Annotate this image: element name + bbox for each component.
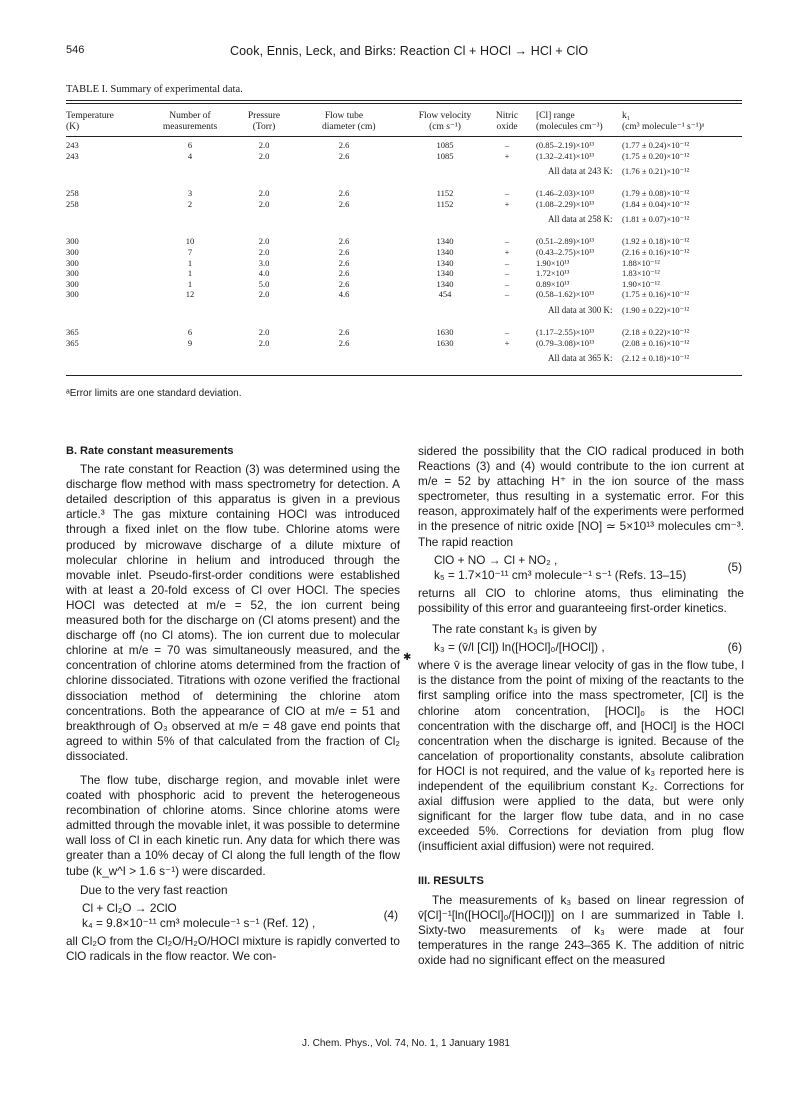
table-cell: 2.0 (258, 140, 270, 150)
equation-line: k₅ = 1.7×10⁻¹¹ cm³ molecule⁻¹ s⁻¹ (Refs. 13–15) (434, 567, 687, 582)
table-cell: 2.0 (258, 289, 270, 300)
table-cell: (0.79–3.08)×10¹³ (536, 337, 595, 348)
paragraph: The rate constant for Reaction (3) was determined using the discharge flow method with mass spectrometry for detection. A detailed description of this apparatus is given in a previous article.³ The gas mixture containing HOCl was introduced through a fixed inlet on the flow tube. Chlorine atoms were produced by microwave discharge of a dilute mixture of molecular chlorine in helium and introduced through the movable inlet. Pseudo-first-order conditions were established with at least a 20-fold excess of Cl over HOCl. The species HOCl was detected at m/e = 52, the ion current being measured both for the discharge on (Cl atoms present) and the discharge off (no Cl atoms). The ion current due to molecular chlorine at m/e = 70 was simultaneously measured, and the concentration of chlorine atoms determined from the fraction of chlorine dissociated. Titrations with ozone verified the fractional dissociation method of determining the chlorine atom concentrations. Both the appearance of ClO at m/e = 51 and breakthrough of O₃ observed at m/e = 48 gave end points that agreed to within 5% of that calculated from the fraction of Cl₂ dissociated. (66, 462, 400, 763)
summary-label: All data at 300 K: (548, 305, 613, 315)
column-header: Flow tube diameter (cm) (322, 111, 376, 132)
paragraph: returns all ClO to chlorine atoms, thus eliminating the possibility of this error and guaranteeing first-order kinetics. (418, 585, 744, 615)
summary-value: (1.90 ± 0.22)×10⁻¹² (622, 305, 690, 315)
column-header: [Cl] range (molecules cm⁻³) (536, 111, 603, 132)
paragraph: all Cl₂O from the Cl₂O/H₂O/HOCl mixture is rapidly converted to ClO radicals in the flow reactor. We con- (66, 933, 400, 963)
equation-6 (418, 640, 744, 655)
table-cell: (1.77 ± 0.24)×10⁻¹² (622, 140, 690, 150)
table-cell: (0.58–1.62)×10¹³ (536, 289, 595, 300)
equation-5 (418, 553, 744, 583)
equation-4 (66, 901, 400, 931)
table-rule-header (66, 136, 742, 137)
table-cell: 2.0 (258, 198, 270, 209)
table-cell: 1085 (436, 150, 454, 161)
table-cell: 2.0 (258, 327, 270, 337)
table-cell: 1.83×10⁻¹² (622, 268, 660, 279)
table-cell: 1.90×10¹³ (536, 257, 570, 268)
table-cell: 1630 (436, 327, 454, 337)
right-column (418, 444, 744, 968)
table-cell: 1.88×10⁻¹² (622, 257, 660, 268)
table-cell: (1.08–2.29)×10¹³ (536, 198, 595, 209)
paragraph: Due to the very fast reaction (80, 882, 228, 897)
table-cell: – (504, 188, 510, 199)
table-cell: + (504, 337, 510, 348)
equation-line: k₄ = 9.8×10⁻¹¹ cm³ molecule⁻¹ s⁻¹ (Ref. 12) , (82, 915, 316, 930)
table-cell: (1.32–2.41)×10¹³ (536, 150, 595, 161)
table-cell: 2.6 (338, 198, 350, 209)
table-cell: 1 (187, 257, 193, 268)
table-cell: + (504, 247, 510, 257)
table-cell: 2.6 (338, 268, 350, 279)
table-cell: 2.0 (258, 188, 270, 199)
table-cell: 1.72×10¹³ (536, 268, 570, 279)
table-cell: + (504, 150, 510, 161)
table-cell: 300 (66, 247, 79, 257)
table-cell: 2.0 (258, 150, 270, 161)
column-header: Number of measurements (162, 111, 218, 132)
table-cell: 300 (66, 268, 79, 279)
table-cell: 2.6 (338, 278, 350, 289)
column-header: Flow velocity (cm s⁻¹) (418, 111, 472, 132)
table-cell: 1340 (436, 257, 454, 268)
table-cell: 6 (187, 327, 193, 337)
table-cell: 2.6 (338, 247, 350, 257)
summary-label: All data at 365 K: (548, 353, 613, 364)
table-cell: 7 (187, 247, 193, 257)
table-cell: 10 (185, 236, 195, 247)
table-cell: – (504, 140, 510, 150)
table-cell: (1.79 ± 0.08)×10⁻¹² (622, 188, 690, 199)
table-footnote: ᵃError limits are one standard deviation. (66, 388, 242, 399)
table-cell: 2.6 (338, 188, 350, 199)
paragraph: sidered the possibility that the ClO radical produced in both Reactions (3) and (4) would contribute to the ion current at m/e = 52 by attaching H⁺ in the ion source of the mass spectrometer, thus resulting in a systematic error. For this reason, approximately half of the experiments were performed in the presence of nitric oxide [NO] ≃ 5×10¹³ molecules cm⁻³. The rapid reaction (418, 444, 744, 549)
table-cell: 6 (187, 140, 193, 150)
footer-citation: J. Chem. Phys., Vol. 74, No. 1, 1 January 1981 (302, 1038, 510, 1049)
table-cell: 2.6 (338, 337, 350, 348)
table-cell: 1152 (436, 198, 454, 209)
table-cell: 300 (66, 236, 79, 247)
table-cell: 2.0 (258, 337, 270, 348)
table-cell: 1 (187, 268, 193, 279)
table-cell: 1340 (436, 268, 454, 279)
table-cell: 258 (66, 188, 79, 199)
table-cell: 2.6 (338, 257, 350, 268)
table-cell: 2.6 (338, 150, 350, 161)
running-head: Cook, Ennis, Leck, and Birks: Reaction Cl + HOCl → HCl + ClO (230, 44, 589, 58)
table-cell: (1.92 ± 0.18)×10⁻¹² (622, 236, 690, 247)
table-cell: 300 (66, 257, 79, 268)
column-header: k₁ (cm³ molecule⁻¹ s⁻¹)ᵃ (622, 111, 705, 132)
margin-marker: ✱ (403, 652, 412, 663)
summary-value: (1.76 ± 0.21)×10⁻¹² (622, 166, 690, 177)
table-cell: – (504, 278, 510, 289)
table-cell: 1 (187, 278, 193, 289)
table-cell: (1.84 ± 0.04)×10⁻¹² (622, 198, 690, 209)
table-cell: – (504, 268, 510, 279)
table-cell: (1.17–2.55)×10¹³ (536, 327, 595, 337)
table-cell: 3.0 (258, 257, 270, 268)
paragraph: The flow tube, discharge region, and movable inlet were coated with phosphoric acid to prevent the heterogeneous recombination of chlorine atoms. Since chlorine atoms were admitted through the movable inlet, it was possible to determine wall loss of Cl in each kinetic run. Any data for which there was greater than a 10% decay of Cl along the full length of the flow tube (k_w^I > 1.6 s⁻¹) were discarded. (66, 772, 400, 878)
table-cell: (1.75 ± 0.20)×10⁻¹² (622, 150, 690, 161)
table-cell: 300 (66, 289, 79, 300)
table-rule-bottom (66, 375, 742, 376)
section-title-results: III. RESULTS (418, 875, 484, 888)
summary-label: All data at 243 K: (548, 166, 613, 177)
column-header: Nitric oxide (495, 111, 519, 132)
table-cell: – (504, 257, 510, 268)
table-rule-top (66, 100, 742, 101)
table-cell: 0.89×10¹³ (536, 278, 570, 289)
left-column (66, 444, 400, 964)
paragraph: The measurements of k₃ based on linear regression of v̄[Cl]⁻¹[ln([HOCl]₀/[HOCl])] on l are summarized in Table I. Sixty-two measurements of k₃ were made at four temperatures in the range 243–365 K. The addition of nitric oxide had no significant effect on the measured (418, 892, 744, 967)
table-cell: 1.90×10⁻¹² (622, 278, 660, 289)
table-cell: 2.0 (258, 236, 270, 247)
equation-line: Cl + Cl₂O → 2ClO (82, 900, 177, 915)
page-number: 546 (66, 44, 85, 56)
table-cell: 243 (66, 140, 79, 150)
table-cell: 258 (66, 198, 79, 209)
table-cell: – (504, 327, 510, 337)
table-cell: + (504, 198, 510, 209)
table-cell: 1340 (436, 236, 454, 247)
table-cell: 2.6 (338, 140, 350, 150)
table-cell: (0.43–2.75)×10¹³ (536, 247, 595, 257)
table-cell: (1.46–2.03)×10¹³ (536, 188, 595, 199)
table-cell: 2 (187, 198, 193, 209)
section-title-rate-constant: B. Rate constant measurements (66, 445, 234, 457)
table-cell: (2.08 ± 0.16)×10⁻¹² (622, 337, 690, 348)
table-cell: 2.6 (338, 236, 350, 247)
paragraph: where v̄ is the average linear velocity of gas in the flow tube, l is the distance from the point of mixing of the reactants to the first sampling orifice into the mass spectrometer, [Cl] is the chlorine atom concentration, [HOCl]₀ is the HOCl concentration with the discharge off, and [HOCl] is the HOCl concentration when the discharge is ignited. Because of the cancelation of proportionality constants, absolute calibration for HOCl is not required, and the value of k₃ reported here is independent of the equilibrium constant K₂. Corrections for axial diffusion were applied to the data, but were only significant for the larger flow tube data, and in no case exceeded 5%. Corrections for deviation from plug flow (insufficient axial diffusion) were not required. (418, 658, 744, 854)
column-header: Temperature (K) (66, 111, 114, 132)
summary-value: (2.12 ± 0.18)×10⁻¹² (622, 353, 690, 364)
table-cell: (2.18 ± 0.22)×10⁻¹² (622, 327, 690, 337)
table-cell: 454 (438, 289, 452, 300)
table-cell: 5.0 (258, 278, 270, 289)
table-cell: 2.6 (338, 327, 350, 337)
summary-value: (1.81 ± 0.07)×10⁻¹² (622, 214, 690, 225)
table-cell: (1.75 ± 0.16)×10⁻¹² (622, 289, 690, 300)
table-cell: 9 (187, 337, 193, 348)
equation-line: k₃ = (v̄/l [Cl]) ln([HOCl]₀/[HOCl]) , (434, 640, 605, 655)
table-cell: 2.0 (258, 247, 270, 257)
table-cell: 4.0 (258, 268, 270, 279)
table-cell: 12 (185, 289, 195, 300)
table-cell: (0.85–2.19)×10¹³ (536, 140, 595, 150)
table-cell: 1630 (436, 337, 454, 348)
column-header: Pressure (Torr) (247, 111, 281, 132)
equation-number: (6) (727, 640, 742, 655)
table-cell: – (504, 289, 510, 300)
summary-label: All data at 258 K: (548, 214, 613, 225)
table-cell: 365 (66, 327, 79, 337)
equation-line: ClO + NO → Cl + NO₂ , (434, 552, 558, 567)
table-caption: TABLE I. Summary of experimental data. (66, 84, 243, 95)
paragraph: The rate constant k₃ is given by (432, 622, 597, 637)
table-cell: 1152 (436, 188, 454, 199)
table-cell: 300 (66, 278, 79, 289)
table-cell: 1340 (436, 247, 454, 257)
table-cell: 1340 (436, 278, 454, 289)
table-cell: 1085 (436, 140, 454, 150)
equation-number: (5) (727, 560, 742, 575)
table-cell: 4 (187, 150, 193, 161)
table-cell: (0.51–2.89)×10¹³ (536, 236, 595, 247)
equation-number: (4) (383, 908, 398, 923)
table-rule-top-double (66, 103, 742, 104)
table-cell: – (504, 236, 510, 247)
table-cell: 243 (66, 150, 79, 161)
table-cell: 365 (66, 337, 79, 348)
table-cell: (2.16 ± 0.16)×10⁻¹² (622, 247, 690, 257)
table-cell: 4.6 (338, 289, 350, 300)
table-cell: 3 (187, 188, 193, 199)
